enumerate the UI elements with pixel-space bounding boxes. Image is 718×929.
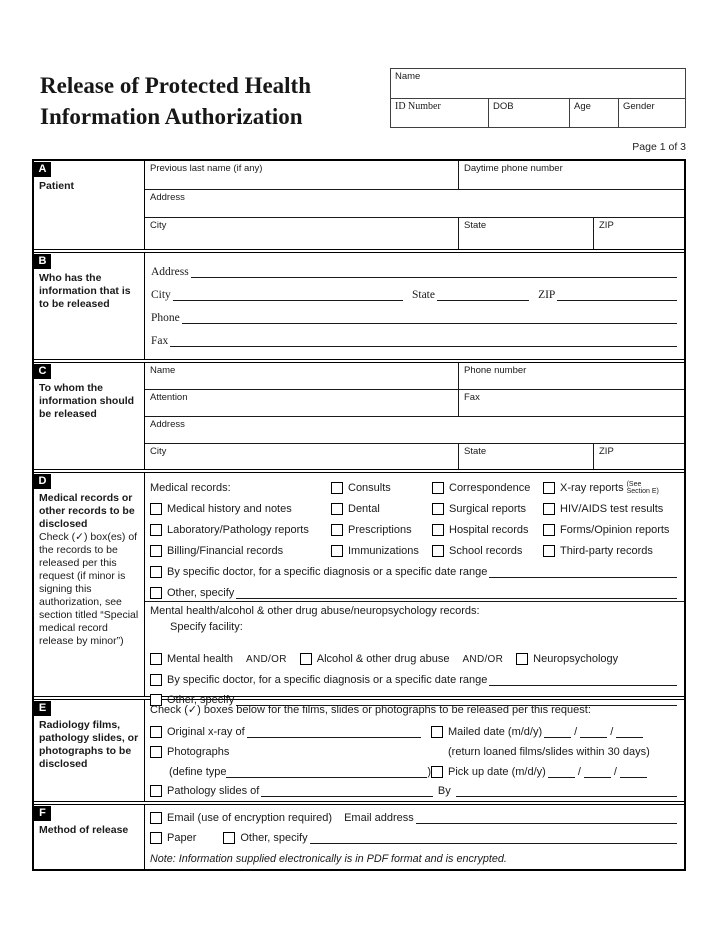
correspondence-label: Correspondence [449, 481, 531, 494]
holder-fax-label: Fax [151, 335, 169, 348]
alcohol-drug-abuse-label: Alcohol & other drug abuse [316, 653, 450, 665]
pathology-by-blank[interactable] [456, 785, 677, 797]
section-e-side [34, 700, 145, 801]
recipient-name-field[interactable] [145, 363, 458, 389]
holder-zip-label: ZIP [538, 288, 556, 301]
hospital-records-label: Hospital records [449, 523, 529, 536]
paper-label: Paper [167, 832, 197, 845]
section-f-side [34, 805, 145, 869]
recipient-zip-field[interactable] [593, 444, 684, 469]
holder-state-blank[interactable] [437, 289, 529, 301]
school-records-label: School records [449, 544, 523, 557]
mailed-date-label: Mailed date (m/d/y) [448, 725, 543, 738]
medical-other-blank[interactable] [236, 587, 677, 599]
photographs-checkbox[interactable] [150, 746, 162, 758]
immunizations-checkbox[interactable] [331, 545, 343, 557]
header-age-label: Age [574, 101, 591, 112]
surgical-reports-checkbox[interactable] [432, 503, 444, 515]
pathology-slides-label: Pathology slides of [167, 785, 260, 798]
recipient-attention-field[interactable] [145, 390, 458, 416]
patient-address-field[interactable] [145, 190, 684, 217]
andor-label-1: AND/OR [246, 653, 287, 665]
page-title-line2: Information Authorization [40, 104, 303, 129]
email-checkbox[interactable] [150, 812, 162, 824]
forms-opinion-checkbox[interactable] [543, 524, 555, 536]
medical-other-label: Other, specify [167, 586, 235, 599]
section-d-records [34, 469, 684, 706]
xray-see-section-note: (See Section E) [626, 480, 659, 495]
mh-by-doctor-checkbox[interactable] [150, 674, 162, 686]
authorization-form-table [32, 159, 686, 871]
mh-by-doctor-label: By specific doctor, for a specific diagnosis or a specific date range [167, 674, 488, 686]
define-type-blank[interactable] [226, 766, 427, 778]
section-e-radiology: E Radiology films, pathology slides, or photographs to be disclosed Check (✓) boxes below for the films, slides or photographs to be released per this request: Original x-ray of Photographs (define type ) Mailed date (m/d/y) / / (return loaned films/slides within 30 days) Pick up date (m/d/y) / / Pathology slides of By [34, 696, 684, 801]
email-address-blank[interactable] [416, 812, 677, 824]
define-type-close: ) [427, 765, 431, 778]
surgical-reports-label: Surgical reports [449, 502, 527, 515]
holder-address-label: Address [151, 265, 189, 278]
recipient-address-field[interactable] [145, 417, 684, 443]
recipient-fax-field[interactable] [458, 390, 684, 416]
section-c-badge: C [34, 364, 51, 379]
holder-phone-label: Phone [151, 312, 180, 325]
recipient-phone-field[interactable] [458, 363, 684, 389]
recipient-city-field[interactable] [145, 444, 458, 469]
page-number: Page 1 of 3 [632, 141, 686, 153]
billing-financial-checkbox[interactable] [150, 545, 162, 557]
page-title-line1: Release of Protected Health [40, 73, 312, 98]
header-age-field[interactable] [569, 99, 618, 127]
define-type-label: (define type [169, 765, 227, 778]
pickup-date-label: Pick up date (m/d/y) [448, 765, 546, 778]
patient-address-label: Address [150, 192, 185, 203]
section-c-recipient [34, 359, 684, 469]
holder-phone-blank[interactable] [182, 312, 677, 324]
medical-records-area [145, 473, 684, 602]
laboratory-pathology-checkbox[interactable] [150, 524, 162, 536]
paper-checkbox[interactable] [150, 832, 162, 844]
section-a-title: Patient [39, 180, 75, 192]
third-party-checkbox[interactable] [543, 545, 555, 557]
section-d-title: Medical records or other records to be disclosed [39, 492, 135, 530]
patient-prev-name-label: Previous last name (if any) [150, 163, 263, 174]
patient-id-box [390, 68, 686, 128]
patient-daytime-phone-label: Daytime phone number [464, 163, 563, 174]
section-b-title: Who has the information that is to be released [39, 272, 131, 310]
patient-zip-field[interactable] [593, 218, 684, 249]
section-a-patient [34, 161, 684, 249]
hospital-records-checkbox[interactable] [432, 524, 444, 536]
release-other-blank[interactable] [310, 832, 677, 844]
xray-reports-checkbox[interactable] [543, 482, 555, 494]
consults-checkbox[interactable] [331, 482, 343, 494]
school-records-checkbox[interactable] [432, 545, 444, 557]
pathology-slides-checkbox[interactable] [150, 785, 162, 797]
neuropsychology-label: Neuropsychology [533, 653, 619, 665]
patient-state-label: State [464, 220, 487, 231]
section-c-title: To whom the information should be released [39, 382, 135, 420]
holder-city-label: City [151, 288, 171, 301]
section-b-side [34, 253, 145, 359]
header-dob-field[interactable] [488, 99, 569, 127]
pickup-month-blank[interactable] [548, 766, 575, 778]
consults-label: Consults [348, 481, 391, 494]
header-name-field[interactable] [391, 69, 685, 99]
specify-facility-label: Specify facility: [170, 621, 243, 633]
dental-label: Dental [348, 502, 380, 515]
patient-prev-name-field[interactable] [145, 161, 458, 189]
email-label: Email (use of encryption required) [167, 812, 333, 825]
hiv-aids-label: HIV/AIDS test results [560, 502, 664, 515]
recipient-city-label: City [150, 446, 167, 457]
holder-zip-blank[interactable] [557, 289, 677, 301]
holder-city-blank[interactable] [173, 289, 403, 301]
medical-history-label: Medical history and notes [167, 502, 292, 515]
section-a-badge: A [34, 162, 51, 177]
pickup-date-checkbox[interactable] [431, 766, 443, 778]
prescriptions-checkbox[interactable] [331, 524, 343, 536]
medical-history-checkbox[interactable] [150, 503, 162, 515]
billing-financial-label: Billing/Financial records [167, 544, 284, 557]
andor-label-2: AND/OR [462, 653, 504, 665]
section-e-title: Radiology films, pathology slides, or photographs to be disclosed [39, 719, 139, 770]
release-other-label: Other, specify [240, 832, 308, 845]
mailed-month-blank[interactable] [544, 726, 571, 738]
recipient-address-label: Address [150, 419, 185, 430]
patient-city-label: City [150, 220, 167, 231]
original-xray-checkbox[interactable] [150, 726, 162, 738]
section-d-note: Check (✓) box(es) of the records to be released per this request (if minor is signing this authorization, see section titled “Special medical record release by minor”) [39, 531, 139, 647]
section-a-side [34, 161, 145, 249]
patient-zip-label: ZIP [599, 220, 614, 231]
immunizations-label: Immunizations [348, 544, 419, 557]
header-id-number-label: ID Number [395, 101, 441, 112]
recipient-name-label: Name [150, 365, 176, 376]
by-doctor-label: By specific doctor, for a specific diagnosis or a specific date range [167, 565, 488, 578]
prescriptions-label: Prescriptions [348, 523, 412, 536]
recipient-zip-label: ZIP [599, 446, 614, 457]
section-d-badge: D [34, 474, 51, 489]
pickup-day-blank[interactable] [584, 766, 611, 778]
header-gender-label: Gender [623, 101, 655, 112]
section-f-badge: F [34, 806, 51, 821]
section-b-information-holder [34, 249, 684, 359]
section-c-side [34, 363, 145, 469]
by-doctor-checkbox[interactable] [150, 566, 162, 578]
mh-by-doctor-blank[interactable] [489, 674, 677, 686]
section-b-badge: B [34, 254, 51, 269]
hiv-aids-checkbox[interactable] [543, 503, 555, 515]
recipient-state-label: State [464, 446, 487, 457]
holder-state-label: State [411, 288, 435, 301]
original-xray-blank[interactable] [247, 726, 421, 738]
header-id-number-field[interactable] [391, 99, 488, 127]
correspondence-checkbox[interactable] [432, 482, 444, 494]
section-f-method [34, 801, 684, 869]
laboratory-pathology-label: Laboratory/Pathology reports [167, 523, 309, 536]
pathology-slides-blank[interactable] [261, 785, 433, 797]
neuropsychology-checkbox[interactable] [516, 653, 528, 665]
mental-health-heading: Mental health/alcohol & other drug abuse/neuropsychology records: [150, 605, 480, 617]
patient-city-field[interactable] [145, 218, 458, 249]
recipient-phone-label: Phone number [464, 365, 527, 376]
header-name-label: Name [395, 71, 421, 82]
release-other-checkbox[interactable] [223, 832, 235, 844]
encryption-note: Note: Information supplied electronically is in PDF format and is encrypted. [150, 852, 507, 865]
third-party-label: Third-party records [560, 544, 653, 557]
mailed-year-blank[interactable] [616, 726, 643, 738]
header-dob-label: DOB [493, 101, 514, 112]
holder-fax-blank[interactable] [170, 335, 677, 347]
email-address-label: Email address [344, 812, 414, 825]
recipient-state-field[interactable] [458, 444, 593, 469]
forms-opinion-label: Forms/Opinion reports [560, 523, 670, 536]
mailed-date-checkbox[interactable] [431, 726, 443, 738]
by-doctor-blank[interactable] [489, 566, 677, 578]
medical-other-checkbox[interactable] [150, 587, 162, 599]
mental-health-area [145, 602, 684, 710]
dental-checkbox[interactable] [331, 503, 343, 515]
section-d-side [34, 473, 145, 696]
medical-records-heading: Medical records: [150, 481, 231, 494]
return-films-note: (return loaned films/slides within 30 days) [448, 745, 650, 758]
patient-state-field[interactable] [458, 218, 593, 249]
section-e-instruction: Check (✓) boxes below for the films, slides or photographs to be released per this request: [150, 704, 591, 716]
mental-health-checkbox[interactable] [150, 653, 162, 665]
mh-other-label: Other, specify [167, 694, 235, 706]
section-f-title: Method of release [39, 824, 129, 836]
recipient-attention-label: Attention [150, 392, 188, 403]
pickup-year-blank[interactable] [620, 766, 647, 778]
alcohol-drug-abuse-checkbox[interactable] [300, 653, 312, 665]
xray-reports-label: X-ray reports [560, 481, 624, 494]
recipient-fax-label: Fax [464, 392, 480, 403]
mailed-day-blank[interactable] [580, 726, 607, 738]
patient-daytime-phone-field[interactable] [458, 161, 684, 189]
page-title [40, 70, 311, 132]
mental-health-label: Mental health [167, 653, 234, 665]
pathology-by-label: By [437, 785, 451, 798]
header-gender-field[interactable] [618, 99, 685, 127]
original-xray-label: Original x-ray of [167, 725, 245, 738]
holder-address-blank[interactable] [191, 266, 677, 278]
section-e-badge: E [34, 701, 51, 716]
photographs-label: Photographs [167, 745, 230, 758]
